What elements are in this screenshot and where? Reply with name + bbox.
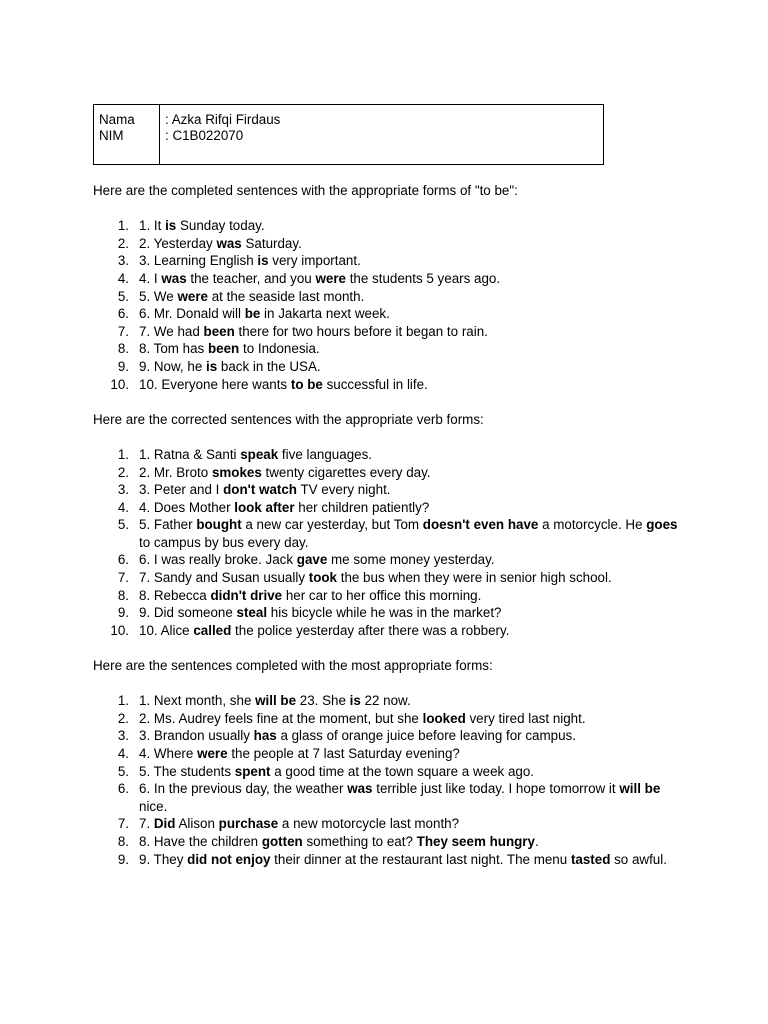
list-number: 3. (117, 482, 129, 498)
answer-word: gave (296, 552, 328, 568)
list-number: 5. (117, 517, 129, 533)
sentence-text: back in the USA. (217, 358, 321, 374)
sentence-text: 1. Next month, she (139, 693, 256, 709)
answer-word: were (315, 270, 346, 286)
answer-word: bought (196, 517, 242, 533)
name-value: : Azka Rifqi Firdaus (165, 112, 281, 127)
list-number: 5. (117, 288, 129, 304)
sentence-text: a new motorcycle last month? (278, 816, 460, 832)
answer-word: looked (422, 710, 466, 726)
answer-word: don't watch (223, 482, 297, 498)
list-number: 1. (117, 218, 129, 234)
list-item (93, 323, 683, 341)
answer-word: look after (234, 499, 295, 515)
list-item (93, 727, 683, 745)
answer-word: is (257, 253, 269, 269)
list-item (93, 551, 683, 569)
sentence-text: 10. Alice (139, 622, 194, 638)
document-page (93, 104, 683, 886)
answer-sections (93, 182, 683, 868)
name-label: Nama (99, 112, 135, 127)
sentence-text: a new car yesterday, but Tom (241, 517, 423, 533)
list-item (93, 604, 683, 622)
sentence-text: 7. Sandy and Susan usually (139, 570, 309, 586)
section-intro: Here are the corrected sentences with the appropriate verb forms: (93, 411, 484, 427)
info-value-cell (160, 105, 604, 165)
answer-word: did not enjoy (187, 851, 271, 867)
list-item (93, 763, 683, 781)
sentence-text: 23. She (296, 693, 350, 709)
answer-word: doesn't even have (422, 517, 539, 533)
sentence-text: so awful. (610, 851, 667, 867)
answer-word: is (349, 693, 361, 709)
list-number: 2. (117, 464, 129, 480)
list-number: 1. (117, 693, 129, 709)
sentence-text: nice. (139, 798, 168, 814)
list-number: 9. (117, 605, 129, 621)
sentence-text: to campus by bus every day. (139, 534, 309, 550)
answer-list (93, 446, 683, 640)
sentence-text: TV every night. (296, 482, 391, 498)
sentence-text: Alison (175, 816, 219, 832)
list-item (93, 851, 683, 869)
list-number: 6. (117, 781, 129, 797)
answer-list (93, 692, 683, 868)
list-number: 2. (117, 235, 129, 251)
sentence-text: five languages. (278, 446, 373, 462)
sentence-text: 7. We had (139, 323, 204, 339)
answer-word: didn't drive (210, 587, 283, 603)
sentence-text: her car to her office this morning. (282, 587, 482, 603)
answer-word: called (193, 622, 232, 638)
list-number: 10. (110, 376, 129, 392)
list-number: 3. (117, 728, 129, 744)
sentence-text: . (534, 833, 539, 849)
sentence-text: 4. Does Mother (139, 499, 235, 515)
list-number: 7. (117, 816, 129, 832)
list-number: 3. (117, 253, 129, 269)
answer-word: smokes (211, 464, 262, 480)
answer-word: been (207, 341, 240, 357)
answer-word: took (308, 570, 337, 586)
list-item (93, 376, 683, 394)
sentence-text: 6. In the previous day, the weather (139, 781, 348, 797)
answer-word: has (253, 728, 277, 744)
list-number: 8. (117, 587, 129, 603)
sentence-text: 2. Yesterday (139, 235, 217, 251)
list-number: 9. (117, 358, 129, 374)
list-item (93, 499, 683, 517)
sentence-text: me some money yesterday. (327, 552, 495, 568)
answer-word: to be (290, 376, 323, 392)
sentence-text: something to eat? (302, 833, 417, 849)
list-item (93, 587, 683, 605)
answer-word: been (203, 323, 235, 339)
answer-word: steal (236, 605, 268, 621)
sentence-text: 1. It (139, 218, 166, 234)
sentence-text: 6. Mr. Donald will (139, 306, 245, 322)
answer-word: purchase (218, 816, 279, 832)
answer-word: was (216, 235, 242, 251)
sentence-text: a good time at the town square a week ago. (270, 763, 535, 779)
list-item (93, 217, 683, 235)
answer-word: will be (255, 693, 297, 709)
sentence-text: the bus when they were in senior high school. (337, 570, 612, 586)
list-item (93, 569, 683, 587)
answer-word: were (197, 746, 228, 761)
sentence-text: a motorcycle. He (538, 517, 647, 533)
sentence-text: their dinner at the restaurant last night. The menu (270, 851, 571, 867)
sentence-text: the police yesterday after there was a robbery. (231, 622, 510, 638)
list-item (93, 358, 683, 376)
list-item (93, 252, 683, 270)
sentence-text: very tired last night. (465, 710, 586, 726)
sentence-text: 2. Mr. Broto (139, 464, 212, 480)
sentence-text: twenty cigarettes every day. (261, 464, 431, 480)
sentence-text: at the seaside last month. (207, 288, 365, 304)
list-item (93, 288, 683, 306)
list-number: 6. (117, 306, 129, 322)
student-info-table (93, 104, 604, 165)
sentence-text: 3. Brandon usually (139, 728, 254, 744)
sentence-text: to Indonesia. (239, 341, 320, 357)
list-item (93, 692, 683, 710)
answer-word: be (244, 306, 261, 322)
sentence-text: 8. Rebecca (139, 587, 211, 603)
sentence-text: her children patiently? (294, 499, 430, 515)
answer-word: tasted (570, 851, 611, 867)
list-number: 4. (117, 499, 129, 515)
list-item (93, 516, 683, 551)
answer-word: will be (619, 781, 661, 797)
section-intro: Here are the sentences completed with the most appropriate forms: (93, 658, 493, 674)
sentence-text: in Jakarta next week. (260, 306, 390, 322)
sentence-text: terrible just like today. I hope tomorrow it (372, 781, 620, 797)
list-item (93, 833, 683, 851)
list-number: 1. (117, 446, 129, 462)
list-item (93, 340, 683, 358)
list-item (93, 745, 683, 763)
answer-word: is (165, 218, 177, 234)
list-item (93, 622, 683, 640)
sentence-text: Saturday. (241, 235, 302, 251)
list-number: 4. (117, 270, 129, 286)
sentence-text: 5. The students (139, 763, 235, 779)
list-number: 10. (110, 622, 129, 638)
list-item (93, 481, 683, 499)
sentence-text: 9. They (139, 851, 188, 867)
list-number: 8. (117, 341, 129, 357)
sentence-text: successful in life. (322, 376, 428, 392)
sentence-text: 5. We (139, 288, 178, 304)
sentence-text: Sunday today. (176, 218, 265, 234)
sentence-text: very important. (268, 253, 361, 269)
sentence-text: 10. Everyone here wants (139, 376, 291, 392)
nim-label: NIM (99, 128, 124, 143)
sentence-text: 6. I was really broke. Jack (139, 552, 297, 568)
sentence-text: 3. Learning English (139, 253, 258, 269)
sentence-text: 4. Where (139, 746, 198, 761)
list-number: 6. (117, 552, 129, 568)
list-item (93, 780, 683, 815)
sentence-text: his bicycle while he was in the market? (267, 605, 502, 621)
info-label-cell (94, 105, 160, 165)
list-item (93, 464, 683, 482)
list-item (93, 305, 683, 323)
answer-word: spent (234, 763, 271, 779)
answer-word: is (206, 358, 218, 374)
sentence-text: 1. Ratna & Santi (139, 446, 241, 462)
list-item (93, 235, 683, 253)
nim-value: : C1B022070 (165, 128, 244, 143)
list-number: 7. (117, 323, 129, 339)
section-intro: Here are the completed sentences with the appropriate forms of "to be": (93, 183, 518, 198)
answer-word: speak (240, 446, 279, 462)
sentence-text: the students 5 years ago. (345, 270, 501, 286)
answer-word: Did (153, 816, 176, 832)
sentence-text: 8. Have the children (139, 833, 262, 849)
list-number: 8. (117, 833, 129, 849)
sentence-text: there for two hours before it began to rain. (234, 323, 488, 339)
answer-word: They seem hungry (416, 833, 535, 849)
answer-word: was (347, 781, 373, 797)
list-item (93, 446, 683, 464)
sentence-text: the people at 7 last Saturday evening? (227, 746, 460, 761)
answer-list (93, 217, 683, 393)
list-number: 5. (117, 763, 129, 779)
sentence-text: 9. Did someone (139, 605, 237, 621)
sentence-text: 5. Father (139, 517, 197, 533)
sentence-text: 8. Tom has (139, 341, 208, 357)
sentence-text: a glass of orange juice before leaving for campus. (276, 728, 576, 744)
list-number: 4. (117, 746, 129, 761)
answer-word: were (177, 288, 208, 304)
sentence-text: 2. Ms. Audrey feels fine at the moment, but she (139, 710, 423, 726)
answer-word: was (161, 270, 187, 286)
sentence-text: 3. Peter and I (139, 482, 224, 498)
list-number: 7. (117, 570, 129, 586)
list-item (93, 270, 683, 288)
sentence-text: 9. Now, he (139, 358, 206, 374)
answer-word: gotten (261, 833, 303, 849)
list-number: 9. (117, 851, 129, 867)
sentence-text: 4. I (139, 270, 162, 286)
list-item (93, 815, 683, 833)
sentence-text: 7. (139, 816, 154, 832)
list-number: 2. (117, 710, 129, 726)
list-item (93, 710, 683, 728)
sentence-text: the teacher, and you (186, 270, 316, 286)
answer-word: goes (646, 517, 678, 533)
sentence-text: 22 now. (360, 693, 411, 709)
